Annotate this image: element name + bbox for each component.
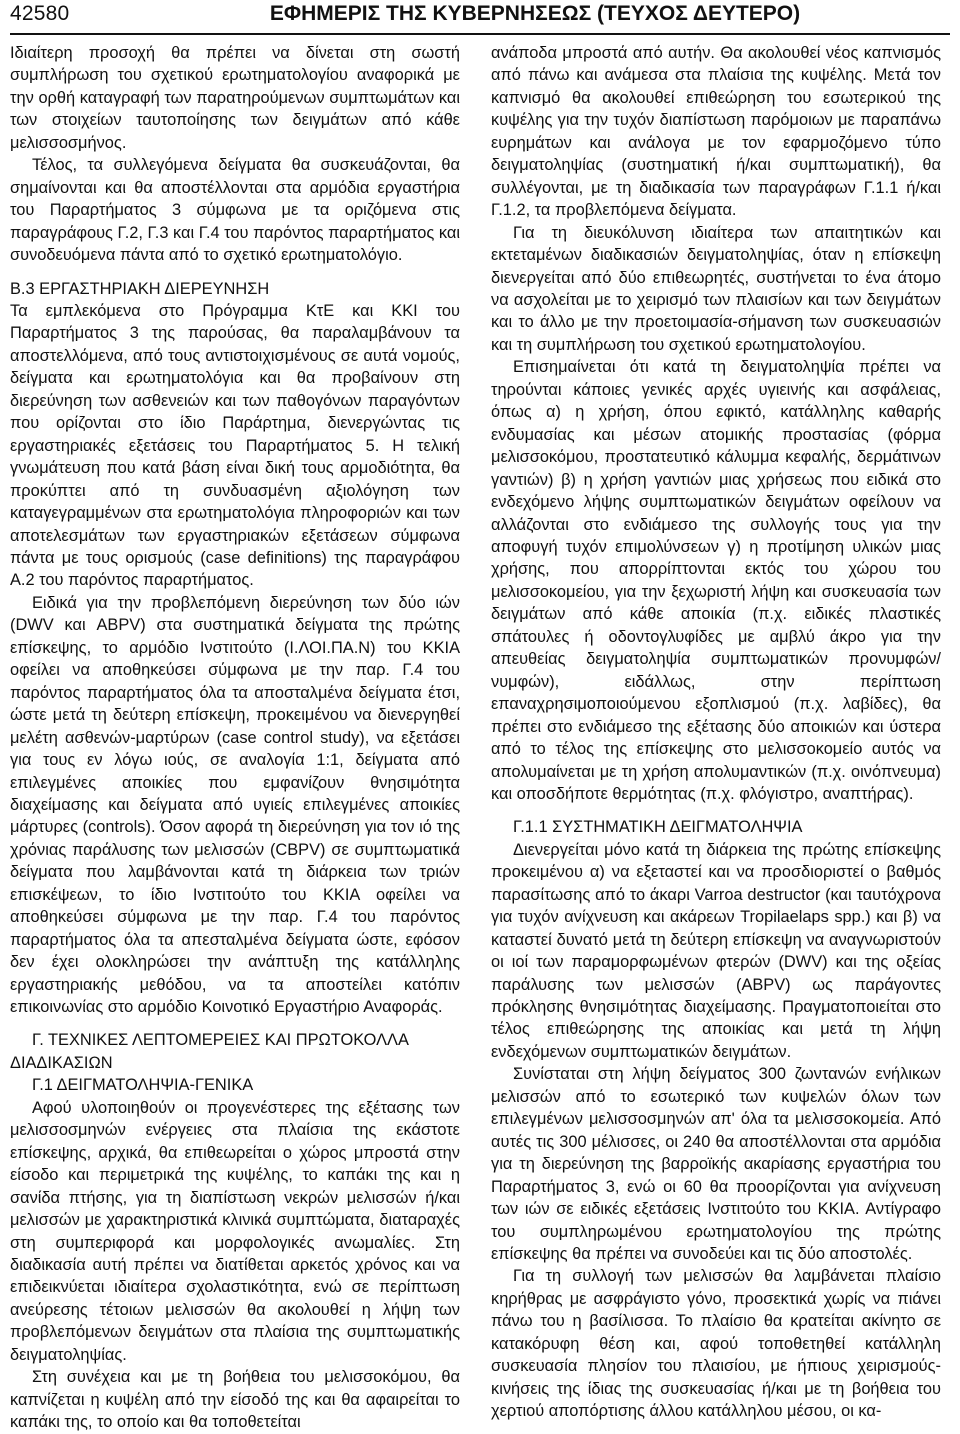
paragraph: ανάποδα μπροστά από αυτήν. Θα ακολουθεί νέος καπνισμός από πάνω και ανάμεσα στα πλαίσια της κυψέλης. Μετά τον καπνισμό θα ακολουθεί επιθεώρηση του εσωτερικού της κυψέλης για την τυχόν διαπίστωση παρόμοιων με παραπάνω ευρημάτων και ανάλογα με τον εφαρμοζόμενο τύπο δειγματοληψίας (συστηματική ή/και συμπτωματική), θα συλλέγονται, με τη διαδικασία των παραγράφων Γ.1.1 ή/και Γ.1.2, τα προβλεπόμενα δείγματα.: [491, 44, 941, 220]
header-rule: [10, 33, 950, 35]
paragraph: Ιδιαίτερη προσοχή θα πρέπει να δίνεται στη σωστή συμπλήρωση του σχετικού ερωτηματολογίου αναφορικά με την ορθή καταγραφή των παρατηρούμενων συμπτωμάτων και των στοιχείων ταυτοποίησης των δειγμάτων από κάθε μελισσοσμήνος.: [10, 44, 460, 152]
paragraph: Για τη συλλογή των μελισσών θα λαμβάνεται πλαίσιο κηρήθρας με ασφράγιστο γόνο, προσεκτικά χωρίς να πιάνει πάνω του η βασίλισσα. Το πλαίσιο θα κρατείται ακίνητο σε κατακόρυφη θέση και, αφού τοποθετηθεί κατάλληλη συσκευασία πλησίον του πλαισίου, με ήπιους χειρισμούς-κινήσεις της ίδιας της συσκευασίας ή/και με τη βοήθεια του χερτιού αποπόρτισης άλλου κατάλληλου μέσου, οι κα-: [491, 1267, 941, 1421]
subsection-heading: Γ.1 ΔΕΙΓΜΑΤΟΛΗΨΙΑ-ΓΕΝΙΚΑ: [32, 1076, 254, 1095]
section-heading: Β.3 ΕΡΓΑΣΤΗΡΙΑΚΗ ΔΙΕΡΕΥΝΗΣΗ: [10, 279, 270, 298]
section-heading: Γ. ΤΕΧΝΙΚΕΣ ΛΕΠΤΟΜΕΡΕΙΕΣ ΚΑΙ ΠΡΩΤΟΚΟΛΛΑ ΔΙΑΔΙΚΑΣΙΩΝ: [10, 1031, 409, 1072]
left-column: [10, 42, 460, 1434]
paragraph: Τέλος, τα συλλεγόμενα δείγματα θα συσκευάζονται, θα σημαίνονται και θα αποστέλλονται στα αρμόδια εργαστήρια του Παραρτήματος 3 σύμφωνα με τα οριζόμενα στις παραγράφους Γ.2, Γ.3 και Γ.4 του παρόντος παραρτήματος και συνοδευόμενα πάντα από το σχετικό ερωτηματολόγιο.: [10, 156, 460, 265]
right-column: [491, 42, 941, 1423]
page-header: [0, 0, 960, 40]
paragraph: Διενεργείται μόνο κατά τη διάρκεια της πρώτης επίσκεψης προκειμένου α) να εξεταστεί και να προσδιοριστεί ο βαθμός παρασίτωσης από το άκαρι Varroa destructor (και ταυτόχρονα για τυχόν ανίχνευση και ακάρεων Tropilaelaps spp.) και β) να καταστεί δυνατό μετά τη δεύτερη επίσκεψη να αναγνωριστούν οι ιοί των παραμορφωμένων φτερών (DWV) και της οξείας παράλυσης των μελισσών (ABPV) ως παράγοντες πρόκλησης θνησιμότητας διαχείμασης. Πραγματοποιείται στο τέλος επιθεώρησης της αποικίας και μετά τη λήψη ενδεχόμενων συμπτωματικών δειγμάτων.: [491, 840, 941, 1061]
paragraph: Ειδικά για την προβλεπόμενη διερεύνηση των δύο ιών (DWV και ABPV) στα συστηματικά δείγματα της πρώτης επίσκεψης, το αρμόδιο Ινστιτούτο (Ι.ΛΟΙ.ΠΑ.Ν) του ΚΚΙΑ οφείλει να αποθηκεύσει σύμφωνα με την παρ. Γ.4 του παρόντος παραρτήματος όλα τα αποσταλμένα δείγματα έτσι, ώστε μετά τη δεύτερη επίσκεψη, προκειμένου να διενεργηθεί μελέτη ασθενών-μαρτύρων (case control study), να εξετάσει για τους εν λόγω ιούς, σε αναλογία 1:1, δείγματα από επιλεγμένες αποικίες που εμφανίζουν θνησιμότητα διαχείμασης και δείγματα από υγιείς επιλεγμένες αποικίες μάρτυρες (controls). Όσον αφορά τη διερεύνηση για τον ιό της χρόνιας παράλυσης των μελισσών (CBPV) σε συμπτωματικά δείγματα που λαμβάνονται κατά τη διάρκεια των τριών επισκέψεων, το ίδιο Ινστιτούτο του ΚΚΙΑ οφείλει να αποθηκεύσει σύμφωνα με την παρ. Γ.4 του παρόντος παραρτήματος όλα τα απεσταλμένα δείγματα ώστε, εφόσον δεν έχει ολοκληρώσει την ανάπτυξη της κατάλληλης εργαστηριακής μεθόδου, να τα αποστείλει κατόπιν επικοινωνίας στο αρμόδιο Κοινοτικό Εργαστήριο Αναφοράς.: [10, 593, 460, 1017]
paragraph: Επισημαίνεται ότι κατά τη δειγματοληψία πρέπει να τηρούνται κάποιες γενικές αρχές υγιεινής και ασφάλειας, όπως α) η χρήση, όπου εφικτό, κατάλληλης καθαρής ενδυμασίας και μέσων ατομικής προστασίας (φόρμα μελισσοκόμου, προστατευτικό κάλυμμα κεφαλής, δερμάτινων γαντιών) β) η χρήση γαντιών μιας χρήσεως που ειδικά στο ενδεχόμενο λήψης συμπτωματικών δειγμάτων οφείλουν να αλλάζονται στο ενδιάμεσο της συλλογής τους για την αποφυγή τυχόν επιμολύνσεων γ) η προτίμηση υλικών μιας χρήσης, που απορρίπτονται εκτός του χώρου του μελισσοκομείου, για την ξεχωριστή λήψη και συσκευασία των δειγμάτων από κάθε αποικία (π.χ. ειδικές πλαστικές σπάτουλες ή οδοντογλυφίδες με αμβλύ άκρο για την απευθείας δειγματοληψία συμπτωματικών προνυμφών/νυμφών), ειδάλλως, στην περίπτωση επαναχρησιμοποιούμενου εξοπλισμού (π.χ. λαβίδες), θα πρέπει στο ενδιάμεσο της εξέτασης δύο αποικιών και ύστερα από το τέλος της επίσκεψης στο μελισσοκομείο αυτός να απολυμαίνεται με τη χρήση απολυμαντικών (π.χ. οινόπνευμα) και οποσδήποτε θερμότητας (π.χ. φλόγιστρο, αναπτήρας).: [491, 358, 941, 803]
paragraph: Συνίσταται στη λήψη δείγματος 300 ζωντανών ενήλικων μελισσών από το εσωτερικό των κυψελών όλων των επιλεγμένων μελισσοσμηνών απ' όλα τα μελισσοκομεία. Από αυτές τις 300 μέλισσες, οι 240 θα αποστέλλονται στα αρμόδια για τη διερεύνηση της βαρροϊκής ακαρίασης εργαστήρια του Παραρτήματος 3, ενώ οι 60 θα προορίζονται για ανίχνευση των ιών σε ειδικές εξετάσεις Ινστιτούτο του ΚΚΙΑ. Αντίγραφο του συμπληρωμένου ερωτηματολογίου της πρώτης επίσκεψης θα πρέπει να συνοδεύει και τις δύο αποστολές.: [491, 1065, 941, 1264]
page-number: 42580: [10, 2, 70, 25]
paragraph: Τα εμπλεκόμενα στο Πρόγραμμα ΚτΕ και ΚΚΙ του Παραρτήματος 3 της παρούσας, θα παραλαμβάνουν τα αποστελλόμενα, από τους αντιστοιχισμένους σε αυτά νομούς, δείγματα και ερωτηματολόγια και θα προβαίνουν στη διερεύνηση των ασθενειών και των παθογόνων παραγόντων που ορίζονται στο ίδιο Παράρτημα, διενεργώντας τις εργαστηριακές εξετάσεις του Παραρτήματος 5. Η τελική γνωμάτευση που κατά βάση είναι δική τους αρμοδιότητα, θα προκύπτει από τη συνδυασμένη αξιολόγηση των καταγεγραμμένων στα ερωτηματολόγια πληροφοριών και των αποτελεσμάτων των εργαστηριακών εξετάσεων σύμφωνα πάντα με τους ορισμούς (case definitions) της παραγράφου Α.2 του παρόντος παραρτήματος.: [10, 301, 460, 590]
journal-title: ΕΦΗΜΕΡΙΣ ΤΗΣ ΚΥΒΕΡΝΗΣΕΩΣ (ΤΕΥΧΟΣ ΔΕΥΤΕΡΟ): [269, 2, 801, 25]
paragraph: Αφού υλοποιηθούν οι προγενέστερες της εξέτασης των μελισσοσμηνών ενέργειες στα πλαίσια της εκάστοτε επίσκεψης, αρχικά, θα επιθεωρείται ο χώρος μπροστά στην είσοδο και περιμετρικά της κυψέλης, το καπάκι της και η σανίδα πτήσης, για τη διαπίστωση νεκρών μελισσών ή/και μελισσών με χαρακτηριστικά κλινικά συμπτώματα, διαταραχές στη συμπεριφορά και μορφολογικές ανωμαλίες. Στη διαδικασία αυτή πρέπει να διατίθεται αρκετός χρόνος και να επιδεικνύεται ιδιαίτερα σχολαστικότητα, ενώ σε περίπτωση ανεύρεσης τέτοιων μελισσών θα ακολουθεί η λήψη των προβλεπόμενων δειγμάτων στα πλαίσια της συμπτωματικής δειγματοληψίας.: [10, 1098, 460, 1364]
paragraph: Για τη διευκόλυνση ιδιαίτερα των απαιτητικών και εκτεταμένων διαδικασιών δειγματοληψίας, όταν η επίσκεψη διενεργείται από δύο επιθεωρητές, συστήνεται το ένα άτομο να ασχολείται με το χειρισμό των πλαισίων και των δειγμάτων και το άλλο με την προετοιμασία-σήμανση των συσκευασιών και τη συμπλήρωση του σχετικού ερωτηματολογίου.: [491, 223, 941, 354]
paragraph: Στη συνέχεια και με τη βοήθεια του μελισσοκόμου, θα καπνίζεται η κυψέλη από την είσοδό της και θα αφαιρείται το καπάκι της, το οποίο και θα τοποθετείται: [10, 1368, 460, 1432]
subsection-heading: Γ.1.1 ΣΥΣΤΗΜΑΤΙΚΗ ΔΕΙΓΜΑΤΟΛΗΨΙΑ: [513, 818, 803, 837]
